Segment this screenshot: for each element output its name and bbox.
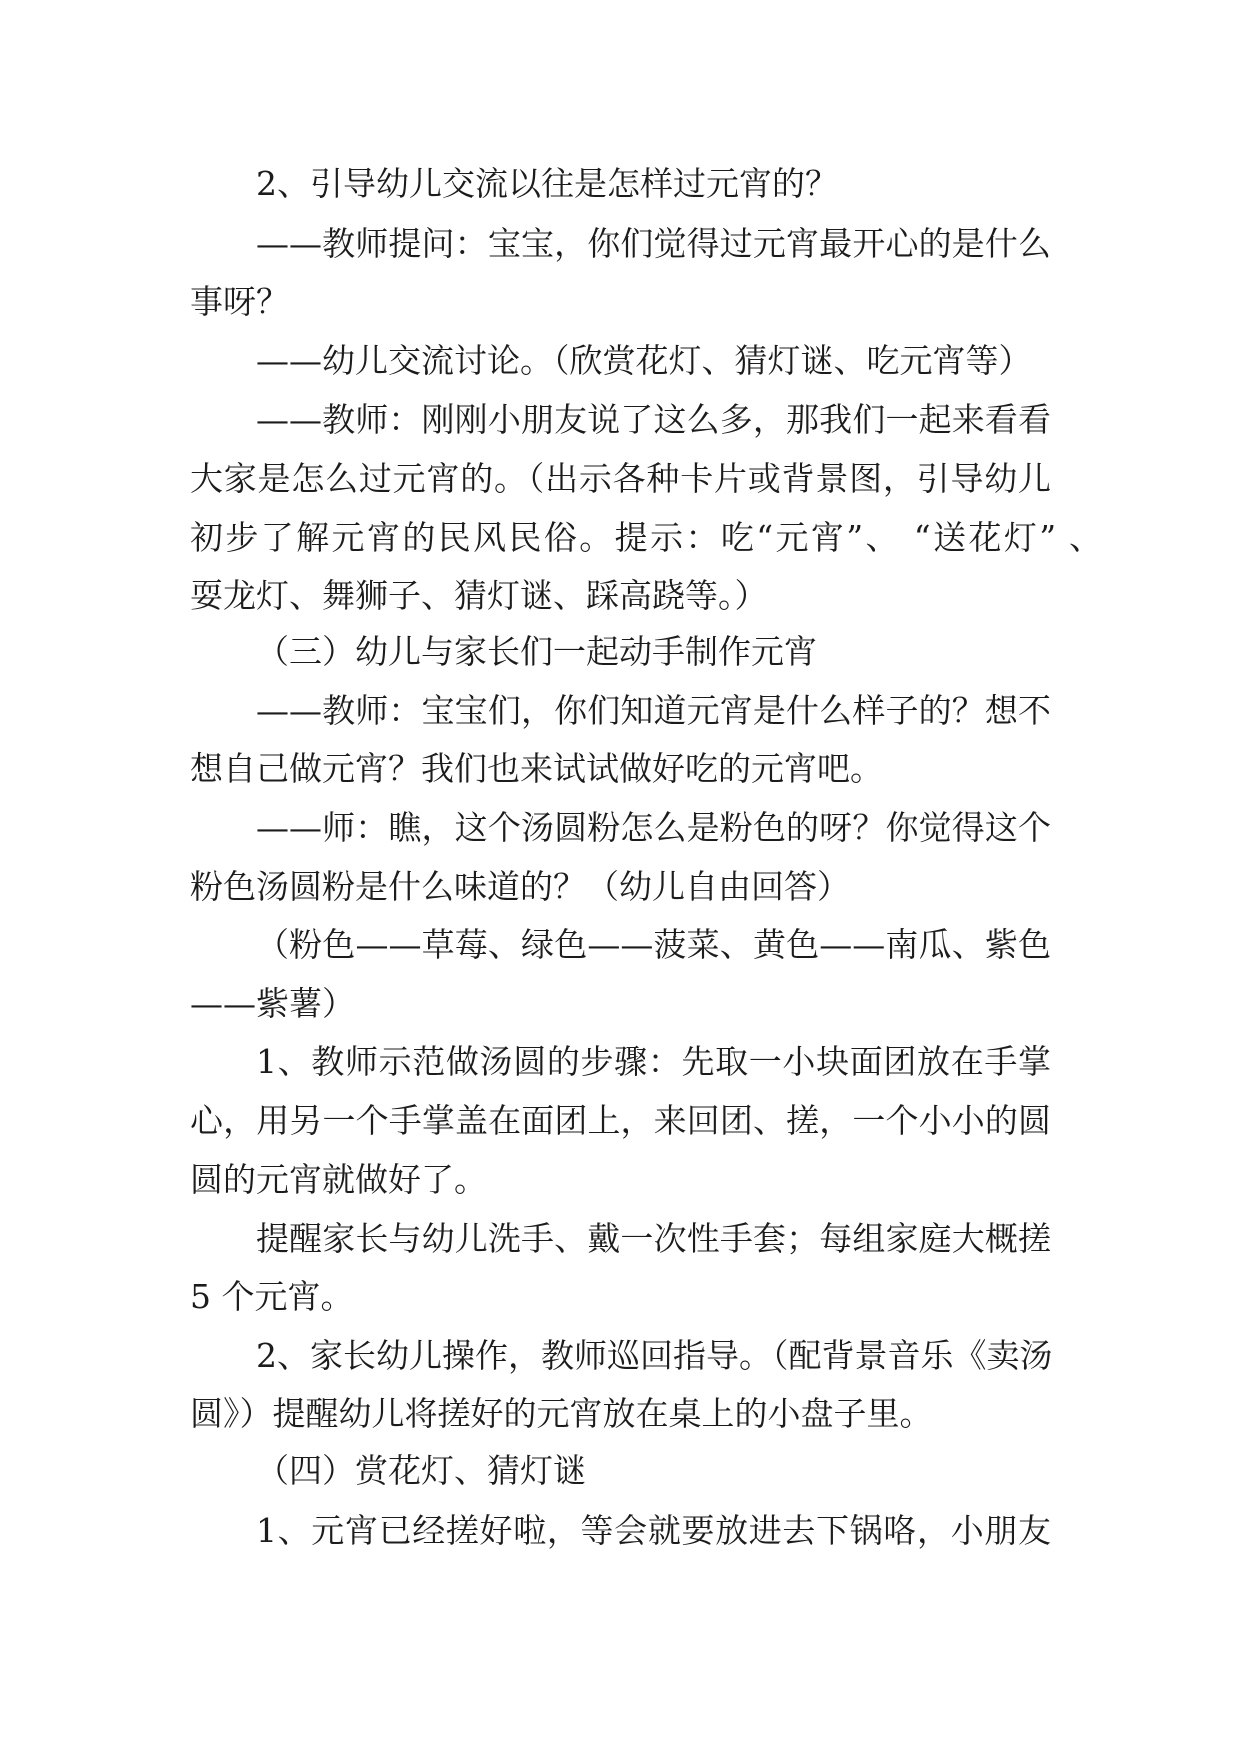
- text-line: 1、教师示范做汤圆的步骤：先取一小块面团放在手掌: [256, 1042, 1051, 1081]
- text-line: 圆》）提醒幼儿将搓好的元宵放在桌上的小盘子里。: [190, 1394, 933, 1433]
- text-line: 心，用另一个手掌盖在面团上，来回团、搓，一个小小的圆: [190, 1101, 1051, 1140]
- text-line: 初步了解元宵的民风民俗。提示：吃“元宵”、 “送花灯” 、: [190, 518, 1102, 557]
- text-line: 粉色汤圆粉是什么味道的？（幼儿自由回答）: [190, 867, 850, 906]
- text-line: 2、家长幼儿操作，教师巡回指导。（配背景音乐《卖汤: [256, 1336, 1053, 1375]
- text-line: ——紫薯）: [190, 984, 355, 1023]
- text-line: ——教师提问：宝宝，你们觉得过元宵最开心的是什么: [256, 224, 1051, 263]
- section-heading: （四）赏花灯、猜灯谜: [256, 1451, 586, 1490]
- section-heading: （三）幼儿与家长们一起动手制作元宵: [256, 632, 817, 671]
- text-line: ——教师：宝宝们，你们知道元宵是什么样子的？想不: [256, 691, 1051, 730]
- text-line: （粉色——草莓、绿色——菠菜、黄色——南瓜、紫色: [256, 925, 1051, 964]
- text-line: 提醒家长与幼儿洗手、戴一次性手套；每组家庭大概搓: [256, 1219, 1051, 1258]
- text-line: 大家是怎么过元宵的。（出示各种卡片或背景图，引导幼儿: [190, 459, 1051, 498]
- text-line: 2、引导幼儿交流以往是怎样过元宵的？: [256, 164, 838, 203]
- text-line: ——师：瞧，这个汤圆粉怎么是粉色的呀？你觉得这个: [256, 808, 1051, 847]
- text-line: ——幼儿交流讨论。（欣赏花灯、猜灯谜、吃元宵等）: [256, 341, 1032, 380]
- text-line: ——教师：刚刚小朋友说了这么多，那我们一起来看看: [256, 400, 1051, 439]
- text-line: 1、元宵已经搓好啦，等会就要放进去下锅咯，小朋友: [256, 1511, 1051, 1550]
- text-line: 圆的元宵就做好了。: [190, 1160, 487, 1199]
- text-line: 想自己做元宵？我们也来试试做好吃的元宵吧。: [190, 749, 883, 788]
- text-line: 耍龙灯、舞狮子、猜灯谜、踩高跷等。）: [190, 576, 768, 615]
- text-line: 5 个元宵。: [190, 1277, 354, 1316]
- text-line: 事呀？: [190, 282, 289, 321]
